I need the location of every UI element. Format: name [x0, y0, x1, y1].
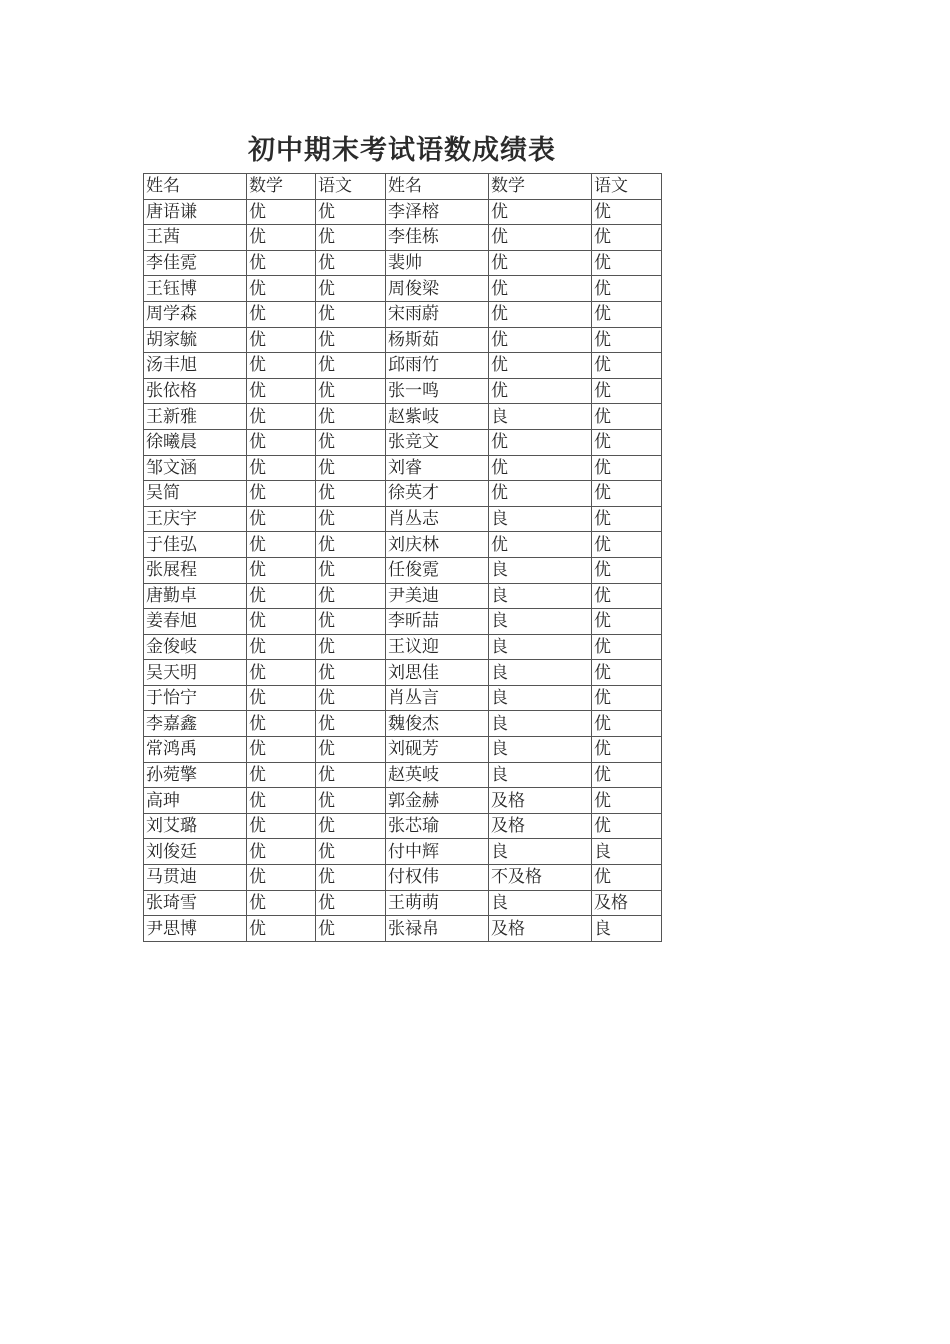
cell-name-1: 吴简: [144, 481, 247, 507]
table-row: [144, 506, 662, 532]
table-row: [144, 685, 662, 711]
cell-chinese-1: 优: [316, 404, 386, 430]
cell-math-1: 优: [247, 762, 316, 788]
cell-chinese-2: 优: [592, 737, 662, 763]
cell-chinese-1: 优: [316, 532, 386, 558]
cell-chinese-2: 优: [592, 199, 662, 225]
cell-name-1: 孙菀擎: [144, 762, 247, 788]
cell-math-1: 优: [247, 634, 316, 660]
cell-math-2: 良: [489, 762, 592, 788]
cell-name-2: 王议迎: [386, 634, 489, 660]
cell-math-1: 优: [247, 301, 316, 327]
cell-chinese-2: 优: [592, 276, 662, 302]
cell-name-1: 常鸿禹: [144, 737, 247, 763]
cell-math-1: 优: [247, 711, 316, 737]
cell-chinese-1: 优: [316, 378, 386, 404]
cell-name-1: 邹文涵: [144, 455, 247, 481]
cell-math-2: 优: [489, 353, 592, 379]
cell-name-1: 张依格: [144, 378, 247, 404]
table-row: [144, 609, 662, 635]
cell-math-2: 良: [489, 660, 592, 686]
cell-chinese-2: 优: [592, 583, 662, 609]
cell-name-2: 肖丛志: [386, 506, 489, 532]
table-row: [144, 711, 662, 737]
cell-chinese-1: 优: [316, 890, 386, 916]
cell-math-2: 优: [489, 327, 592, 353]
table-row: [144, 532, 662, 558]
cell-name-1: 于佳弘: [144, 532, 247, 558]
cell-chinese-1: 优: [316, 711, 386, 737]
cell-chinese-1: 优: [316, 250, 386, 276]
cell-name-1: 于怡宁: [144, 685, 247, 711]
cell-name-2: 赵英岐: [386, 762, 489, 788]
cell-math-2: 优: [489, 429, 592, 455]
cell-math-1: 优: [247, 404, 316, 430]
cell-chinese-2: 优: [592, 609, 662, 635]
cell-chinese-2: 优: [592, 506, 662, 532]
cell-name-2: 刘睿: [386, 455, 489, 481]
cell-math-2: 优: [489, 250, 592, 276]
cell-name-2: 魏俊杰: [386, 711, 489, 737]
cell-chinese-1: 优: [316, 660, 386, 686]
cell-math-2: 良: [489, 737, 592, 763]
cell-name-2: 张竞文: [386, 429, 489, 455]
cell-math-2: 良: [489, 839, 592, 865]
cell-name-2: 徐英才: [386, 481, 489, 507]
cell-chinese-2: 及格: [592, 890, 662, 916]
cell-chinese-2: 优: [592, 481, 662, 507]
cell-math-1: 优: [247, 481, 316, 507]
cell-name-2: 张一鸣: [386, 378, 489, 404]
cell-chinese-1: 优: [316, 225, 386, 251]
cell-math-2: 良: [489, 583, 592, 609]
cell-math-2: 优: [489, 199, 592, 225]
cell-chinese-1: 优: [316, 737, 386, 763]
cell-name-1: 徐曦晨: [144, 429, 247, 455]
cell-chinese-2: 良: [592, 839, 662, 865]
cell-name-1: 尹思博: [144, 916, 247, 942]
cell-chinese-2: 优: [592, 660, 662, 686]
cell-name-1: 吴天明: [144, 660, 247, 686]
cell-chinese-2: 优: [592, 225, 662, 251]
cell-chinese-1: 优: [316, 199, 386, 225]
cell-chinese-1: 优: [316, 788, 386, 814]
cell-chinese-2: 优: [592, 762, 662, 788]
header-cell-math-1: 数学: [247, 174, 316, 200]
cell-name-2: 杨斯茹: [386, 327, 489, 353]
cell-chinese-1: 优: [316, 455, 386, 481]
cell-name-1: 马贯迪: [144, 865, 247, 891]
cell-math-2: 优: [489, 301, 592, 327]
cell-chinese-1: 优: [316, 685, 386, 711]
cell-name-2: 李泽榕: [386, 199, 489, 225]
cell-name-1: 王茜: [144, 225, 247, 251]
cell-name-1: 汤丰旭: [144, 353, 247, 379]
cell-name-1: 王庆宇: [144, 506, 247, 532]
cell-math-1: 优: [247, 865, 316, 891]
cell-math-1: 优: [247, 199, 316, 225]
cell-math-1: 优: [247, 250, 316, 276]
cell-name-2: 张芯瑜: [386, 813, 489, 839]
cell-name-1: 李佳霓: [144, 250, 247, 276]
cell-math-1: 优: [247, 890, 316, 916]
cell-math-2: 及格: [489, 813, 592, 839]
cell-name-2: 李昕喆: [386, 609, 489, 635]
cell-chinese-1: 优: [316, 481, 386, 507]
grade-table: [143, 173, 662, 942]
cell-name-1: 王新雅: [144, 404, 247, 430]
cell-chinese-2: 优: [592, 455, 662, 481]
cell-name-1: 高珅: [144, 788, 247, 814]
cell-chinese-2: 优: [592, 813, 662, 839]
cell-math-2: 优: [489, 532, 592, 558]
table-row: [144, 813, 662, 839]
cell-math-2: 良: [489, 890, 592, 916]
cell-chinese-1: 优: [316, 429, 386, 455]
table-row: [144, 916, 662, 942]
cell-chinese-2: 优: [592, 301, 662, 327]
cell-math-1: 优: [247, 378, 316, 404]
cell-math-1: 优: [247, 609, 316, 635]
cell-chinese-1: 优: [316, 634, 386, 660]
table-row: [144, 250, 662, 276]
cell-chinese-2: 优: [592, 557, 662, 583]
cell-name-2: 任俊霓: [386, 557, 489, 583]
cell-math-2: 良: [489, 711, 592, 737]
cell-math-1: 优: [247, 276, 316, 302]
cell-math-2: 优: [489, 378, 592, 404]
cell-name-2: 尹美迪: [386, 583, 489, 609]
table-row: [144, 429, 662, 455]
cell-math-1: 优: [247, 506, 316, 532]
cell-math-1: 优: [247, 532, 316, 558]
cell-math-1: 优: [247, 916, 316, 942]
table-row: [144, 583, 662, 609]
cell-chinese-2: 优: [592, 711, 662, 737]
cell-name-2: 王萌萌: [386, 890, 489, 916]
cell-chinese-1: 优: [316, 301, 386, 327]
cell-chinese-2: 优: [592, 378, 662, 404]
table-row: [144, 660, 662, 686]
header-cell-name-1: 姓名: [144, 174, 247, 200]
cell-math-1: 优: [247, 685, 316, 711]
cell-math-2: 良: [489, 557, 592, 583]
header-cell-name-2: 姓名: [386, 174, 489, 200]
cell-chinese-1: 优: [316, 353, 386, 379]
cell-math-2: 良: [489, 685, 592, 711]
cell-name-1: 李嘉鑫: [144, 711, 247, 737]
cell-math-1: 优: [247, 225, 316, 251]
header-cell-chinese-2: 语文: [592, 174, 662, 200]
cell-name-2: 刘砚芳: [386, 737, 489, 763]
cell-name-2: 刘庆林: [386, 532, 489, 558]
cell-math-2: 良: [489, 404, 592, 430]
cell-name-2: 郭金赫: [386, 788, 489, 814]
cell-math-1: 优: [247, 429, 316, 455]
cell-chinese-2: 优: [592, 532, 662, 558]
cell-name-2: 付中辉: [386, 839, 489, 865]
cell-math-2: 优: [489, 276, 592, 302]
cell-chinese-1: 优: [316, 839, 386, 865]
table-header-row: [144, 174, 662, 200]
cell-name-2: 裴帅: [386, 250, 489, 276]
cell-name-1: 刘艾璐: [144, 813, 247, 839]
cell-math-1: 优: [247, 737, 316, 763]
cell-chinese-2: 优: [592, 353, 662, 379]
page-title: 初中期末考试语数成绩表: [248, 135, 556, 166]
cell-chinese-2: 优: [592, 250, 662, 276]
cell-name-2: 张禄帛: [386, 916, 489, 942]
table-row: [144, 737, 662, 763]
cell-name-1: 姜春旭: [144, 609, 247, 635]
cell-math-1: 优: [247, 327, 316, 353]
table-row: [144, 455, 662, 481]
table-row: [144, 865, 662, 891]
cell-math-2: 优: [489, 225, 592, 251]
cell-name-2: 赵紫岐: [386, 404, 489, 430]
table-row: [144, 276, 662, 302]
cell-name-1: 张琦雪: [144, 890, 247, 916]
table-row: [144, 404, 662, 430]
table-row: [144, 199, 662, 225]
cell-chinese-1: 优: [316, 609, 386, 635]
cell-math-2: 优: [489, 455, 592, 481]
cell-chinese-1: 优: [316, 865, 386, 891]
table-row: [144, 634, 662, 660]
table-row: [144, 481, 662, 507]
table-row: [144, 225, 662, 251]
cell-math-2: 良: [489, 506, 592, 532]
cell-name-1: 唐勤卓: [144, 583, 247, 609]
cell-name-1: 金俊岐: [144, 634, 247, 660]
cell-math-1: 优: [247, 583, 316, 609]
cell-chinese-1: 优: [316, 506, 386, 532]
table-row: [144, 301, 662, 327]
cell-math-2: 及格: [489, 788, 592, 814]
cell-name-2: 宋雨蔚: [386, 301, 489, 327]
cell-name-1: 周学森: [144, 301, 247, 327]
cell-chinese-1: 优: [316, 557, 386, 583]
cell-name-1: 张展程: [144, 557, 247, 583]
cell-math-1: 优: [247, 839, 316, 865]
table-row: [144, 327, 662, 353]
cell-name-1: 刘俊廷: [144, 839, 247, 865]
cell-math-1: 优: [247, 455, 316, 481]
table-row: [144, 839, 662, 865]
cell-chinese-2: 优: [592, 865, 662, 891]
cell-name-2: 付权伟: [386, 865, 489, 891]
cell-math-1: 优: [247, 353, 316, 379]
cell-math-2: 良: [489, 634, 592, 660]
cell-chinese-2: 优: [592, 685, 662, 711]
cell-name-2: 李佳栋: [386, 225, 489, 251]
cell-math-2: 良: [489, 609, 592, 635]
cell-chinese-1: 优: [316, 583, 386, 609]
cell-math-1: 优: [247, 660, 316, 686]
table-row: [144, 762, 662, 788]
table-row: [144, 890, 662, 916]
cell-chinese-1: 优: [316, 327, 386, 353]
header-cell-math-2: 数学: [489, 174, 592, 200]
cell-chinese-1: 优: [316, 916, 386, 942]
cell-name-1: 胡家毓: [144, 327, 247, 353]
cell-name-1: 王钰博: [144, 276, 247, 302]
cell-name-2: 周俊梁: [386, 276, 489, 302]
cell-chinese-1: 优: [316, 813, 386, 839]
cell-math-1: 优: [247, 557, 316, 583]
table-row: [144, 378, 662, 404]
cell-math-2: 不及格: [489, 865, 592, 891]
cell-math-1: 优: [247, 788, 316, 814]
cell-name-2: 刘思佳: [386, 660, 489, 686]
cell-math-2: 优: [489, 481, 592, 507]
cell-chinese-2: 优: [592, 327, 662, 353]
cell-name-2: 肖丛言: [386, 685, 489, 711]
cell-chinese-2: 优: [592, 404, 662, 430]
cell-chinese-2: 优: [592, 788, 662, 814]
cell-math-2: 及格: [489, 916, 592, 942]
cell-chinese-2: 优: [592, 634, 662, 660]
table-row: [144, 557, 662, 583]
cell-chinese-2: 良: [592, 916, 662, 942]
cell-name-1: 唐语谦: [144, 199, 247, 225]
cell-name-2: 邱雨竹: [386, 353, 489, 379]
cell-chinese-2: 优: [592, 429, 662, 455]
cell-math-1: 优: [247, 813, 316, 839]
table-row: [144, 788, 662, 814]
table-row: [144, 353, 662, 379]
cell-chinese-1: 优: [316, 762, 386, 788]
cell-chinese-1: 优: [316, 276, 386, 302]
header-cell-chinese-1: 语文: [316, 174, 386, 200]
